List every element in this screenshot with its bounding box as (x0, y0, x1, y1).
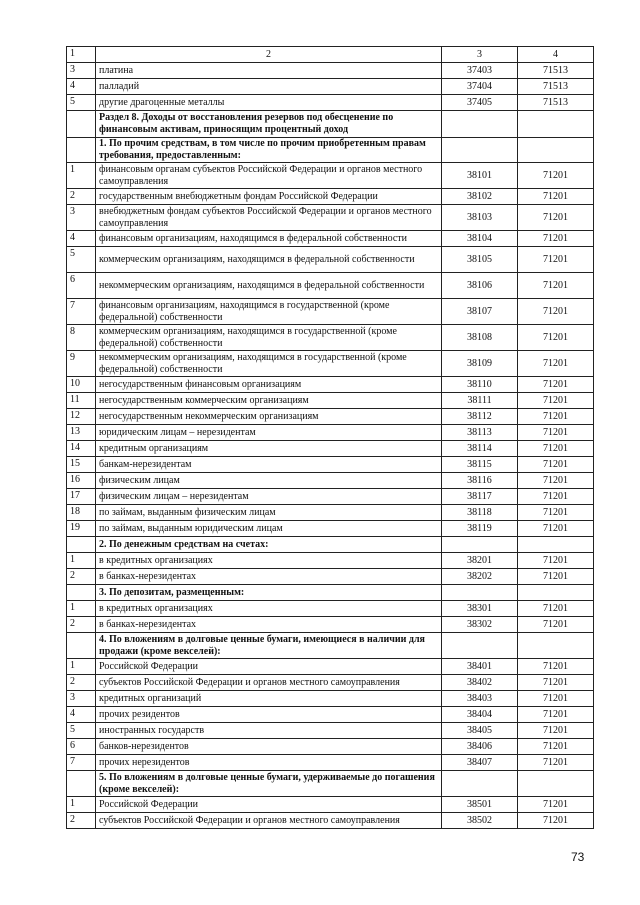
row-label: платина (96, 63, 442, 79)
account-code (442, 633, 518, 659)
ref-code (518, 633, 594, 659)
account-code (442, 138, 518, 163)
row-number: 1 (67, 797, 96, 813)
header-row (67, 47, 594, 63)
account-code: 37404 (442, 79, 518, 95)
ref-code (518, 537, 594, 553)
account-code: 38110 (442, 377, 518, 393)
row-number: 4 (67, 79, 96, 95)
account-code: 38104 (442, 231, 518, 247)
table-row (67, 163, 594, 189)
row-label: банкам-нерезидентам (96, 457, 442, 473)
account-code: 38106 (442, 273, 518, 299)
table-row (67, 617, 594, 633)
table-row (67, 813, 594, 829)
row-label: иностранных государств (96, 723, 442, 739)
row-label: по займам, выданным физическим лицам (96, 505, 442, 521)
row-number: 2 (67, 569, 96, 585)
table-row (67, 675, 594, 691)
row-label: в кредитных организациях (96, 601, 442, 617)
section-heading-row (67, 537, 594, 553)
row-label: внебюджетным фондам субъектов Российской Федерации и органов местного самоуправления (96, 205, 442, 231)
account-code: 37403 (442, 63, 518, 79)
row-number: 2 (67, 675, 96, 691)
table-row (67, 351, 594, 377)
account-code (442, 111, 518, 138)
account-code: 38402 (442, 675, 518, 691)
table-row (67, 425, 594, 441)
row-label: 5. По вложениям в долговые ценные бумаги, удерживаемые до погашения (кроме векселей): (96, 771, 442, 797)
row-label: Раздел 8. Доходы от восстановления резервов под обесценение по финансовым активам, приносящим процентный доход (96, 111, 442, 138)
row-label: субъектов Российской Федерации и органов местного самоуправления (96, 813, 442, 829)
ref-code: 71201 (518, 409, 594, 425)
account-code: 38301 (442, 601, 518, 617)
row-number: 13 (67, 425, 96, 441)
ref-code: 71201 (518, 691, 594, 707)
ref-code: 71201 (518, 425, 594, 441)
ref-code: 71201 (518, 569, 594, 585)
row-label: в банках-нерезидентах (96, 617, 442, 633)
ref-code: 71201 (518, 163, 594, 189)
row-number: 11 (67, 393, 96, 409)
row-label: негосударственным коммерческим организациям (96, 393, 442, 409)
row-label: финансовым организациям, находящимся в федеральной собственности (96, 231, 442, 247)
account-code: 38115 (442, 457, 518, 473)
ref-code: 71201 (518, 521, 594, 537)
table-row (67, 659, 594, 675)
row-number: 2 (67, 617, 96, 633)
ref-code: 71201 (518, 675, 594, 691)
row-number (67, 537, 96, 553)
account-code: 38201 (442, 553, 518, 569)
ref-code: 71201 (518, 553, 594, 569)
row-label: юридическим лицам – нерезидентам (96, 425, 442, 441)
table-row (67, 247, 594, 273)
ref-code: 71201 (518, 617, 594, 633)
account-code: 38108 (442, 325, 518, 351)
row-number: 4 (67, 231, 96, 247)
ref-code: 71201 (518, 457, 594, 473)
table-row (67, 273, 594, 299)
row-label: некоммерческим организациям, находящимся в государственной (кроме федеральной) собственности (96, 351, 442, 377)
table-row (67, 797, 594, 813)
row-label: государственным внебюджетным фондам Российской Федерации (96, 189, 442, 205)
table-row (67, 325, 594, 351)
account-code: 38112 (442, 409, 518, 425)
ref-code: 71513 (518, 63, 594, 79)
table-row (67, 79, 594, 95)
row-label: в кредитных организациях (96, 553, 442, 569)
account-code: 38118 (442, 505, 518, 521)
ref-code: 71513 (518, 95, 594, 111)
ref-code: 71201 (518, 377, 594, 393)
table-row (67, 521, 594, 537)
row-label: в банках-нерезидентах (96, 569, 442, 585)
ref-code: 71201 (518, 707, 594, 723)
row-label: Российской Федерации (96, 797, 442, 813)
account-code (442, 585, 518, 601)
row-number: 1 (67, 163, 96, 189)
ref-code: 71201 (518, 299, 594, 325)
table-row (67, 299, 594, 325)
row-label: коммерческим организациям, находящимся в федеральной собственности (96, 247, 442, 273)
header-col-4: 4 (518, 47, 594, 63)
ref-code: 71201 (518, 813, 594, 829)
ref-code: 71201 (518, 231, 594, 247)
ref-code: 71201 (518, 659, 594, 675)
row-label: 4. По вложениям в долговые ценные бумаги, имеющиеся в наличии для продажи (кроме векселей): (96, 633, 442, 659)
ref-code: 71201 (518, 489, 594, 505)
row-number: 1 (67, 601, 96, 617)
row-number: 17 (67, 489, 96, 505)
row-label: палладий (96, 79, 442, 95)
table-row (67, 189, 594, 205)
table-row (67, 707, 594, 723)
table-row (67, 601, 594, 617)
row-number: 5 (67, 723, 96, 739)
row-number: 19 (67, 521, 96, 537)
ref-code (518, 771, 594, 797)
row-label: 2. По денежным средствам на счетах: (96, 537, 442, 553)
account-code: 38103 (442, 205, 518, 231)
ref-code: 71201 (518, 739, 594, 755)
row-label: физическим лицам – нерезидентам (96, 489, 442, 505)
row-number: 2 (67, 189, 96, 205)
document-table (66, 46, 594, 829)
row-label: финансовым организациям, находящимся в государственной (кроме федеральной) собственности (96, 299, 442, 325)
account-code: 38117 (442, 489, 518, 505)
table-row (67, 231, 594, 247)
account-code: 38405 (442, 723, 518, 739)
section-heading-row (67, 771, 594, 797)
row-number: 10 (67, 377, 96, 393)
ref-code: 71201 (518, 797, 594, 813)
row-label: физическим лицам (96, 473, 442, 489)
row-number: 5 (67, 95, 96, 111)
row-label: некоммерческим организациям, находящимся в федеральной собственности (96, 273, 442, 299)
row-number: 18 (67, 505, 96, 521)
table-row (67, 457, 594, 473)
row-label: прочих резидентов (96, 707, 442, 723)
account-code: 38113 (442, 425, 518, 441)
row-label: кредитных организаций (96, 691, 442, 707)
ref-code (518, 585, 594, 601)
account-code: 38105 (442, 247, 518, 273)
account-code: 38111 (442, 393, 518, 409)
row-label: субъектов Российской Федерации и органов местного самоуправления (96, 675, 442, 691)
table-row (67, 473, 594, 489)
row-number (67, 771, 96, 797)
account-code: 38302 (442, 617, 518, 633)
row-number: 7 (67, 299, 96, 325)
table-row (67, 63, 594, 79)
ref-code: 71201 (518, 441, 594, 457)
row-number: 5 (67, 247, 96, 273)
ref-code: 71201 (518, 755, 594, 771)
row-label: негосударственным финансовым организациям (96, 377, 442, 393)
row-label: прочих нерезидентов (96, 755, 442, 771)
ref-code: 71201 (518, 505, 594, 521)
table-row (67, 489, 594, 505)
table-row (67, 205, 594, 231)
row-number: 6 (67, 739, 96, 755)
account-code: 38401 (442, 659, 518, 675)
account-code: 38107 (442, 299, 518, 325)
row-label: 1. По прочим средствам, в том числе по прочим приобретенным правам требования, предоставленным: (96, 138, 442, 163)
account-code (442, 771, 518, 797)
table-row (67, 553, 594, 569)
row-number (67, 138, 96, 163)
table-row (67, 569, 594, 585)
ref-code: 71201 (518, 325, 594, 351)
row-label: финансовым органам субъектов Российской Федерации и органов местного самоуправления (96, 163, 442, 189)
ref-code: 71201 (518, 189, 594, 205)
table-row (67, 95, 594, 111)
row-number: 12 (67, 409, 96, 425)
row-number (67, 111, 96, 138)
account-code: 38404 (442, 707, 518, 723)
account-code: 38502 (442, 813, 518, 829)
ref-code: 71201 (518, 723, 594, 739)
row-number: 3 (67, 691, 96, 707)
ref-code (518, 111, 594, 138)
row-number: 4 (67, 707, 96, 723)
row-label: банков-нерезидентов (96, 739, 442, 755)
ref-code: 71201 (518, 273, 594, 299)
table-row (67, 393, 594, 409)
ref-code: 71201 (518, 601, 594, 617)
row-number: 2 (67, 813, 96, 829)
account-code: 38406 (442, 739, 518, 755)
row-number: 9 (67, 351, 96, 377)
account-code: 38501 (442, 797, 518, 813)
ref-code: 71201 (518, 247, 594, 273)
account-code: 38407 (442, 755, 518, 771)
account-code (442, 537, 518, 553)
row-number: 3 (67, 63, 96, 79)
ref-code: 71201 (518, 351, 594, 377)
row-number: 3 (67, 205, 96, 231)
account-code: 38109 (442, 351, 518, 377)
row-number: 1 (67, 659, 96, 675)
header-col-1: 1 (67, 47, 96, 63)
row-label: 3. По депозитам, размещенным: (96, 585, 442, 601)
account-code: 38119 (442, 521, 518, 537)
ref-code: 71201 (518, 393, 594, 409)
section-heading-row (67, 633, 594, 659)
row-label: негосударственным некоммерческим организациям (96, 409, 442, 425)
row-number: 6 (67, 273, 96, 299)
ref-code: 71513 (518, 79, 594, 95)
row-label: коммерческим организациям, находящимся в государственной (кроме федеральной) собственности (96, 325, 442, 351)
table-row (67, 723, 594, 739)
table-row (67, 409, 594, 425)
ref-code: 71201 (518, 473, 594, 489)
row-label: Российской Федерации (96, 659, 442, 675)
row-label: кредитным организациям (96, 441, 442, 457)
row-number (67, 585, 96, 601)
section-heading-row (67, 585, 594, 601)
row-number: 7 (67, 755, 96, 771)
row-label: по займам, выданным юридическим лицам (96, 521, 442, 537)
table-row (67, 377, 594, 393)
row-number: 14 (67, 441, 96, 457)
table-row (67, 691, 594, 707)
table-row (67, 441, 594, 457)
row-number: 15 (67, 457, 96, 473)
row-number: 1 (67, 553, 96, 569)
account-code: 38101 (442, 163, 518, 189)
row-label: другие драгоценные металлы (96, 95, 442, 111)
row-number (67, 633, 96, 659)
row-number: 16 (67, 473, 96, 489)
account-code: 38114 (442, 441, 518, 457)
table-row (67, 739, 594, 755)
section-heading-row (67, 111, 594, 138)
row-number: 8 (67, 325, 96, 351)
account-code: 37405 (442, 95, 518, 111)
account-code: 38202 (442, 569, 518, 585)
account-code: 38403 (442, 691, 518, 707)
ref-code: 71201 (518, 205, 594, 231)
account-code: 38116 (442, 473, 518, 489)
page-number: 73 (571, 850, 585, 864)
account-code: 38102 (442, 189, 518, 205)
table-row (67, 505, 594, 521)
ref-code (518, 138, 594, 163)
section-heading-row (67, 138, 594, 163)
header-col-3: 3 (442, 47, 518, 63)
header-col-2: 2 (96, 47, 442, 63)
table-row (67, 755, 594, 771)
